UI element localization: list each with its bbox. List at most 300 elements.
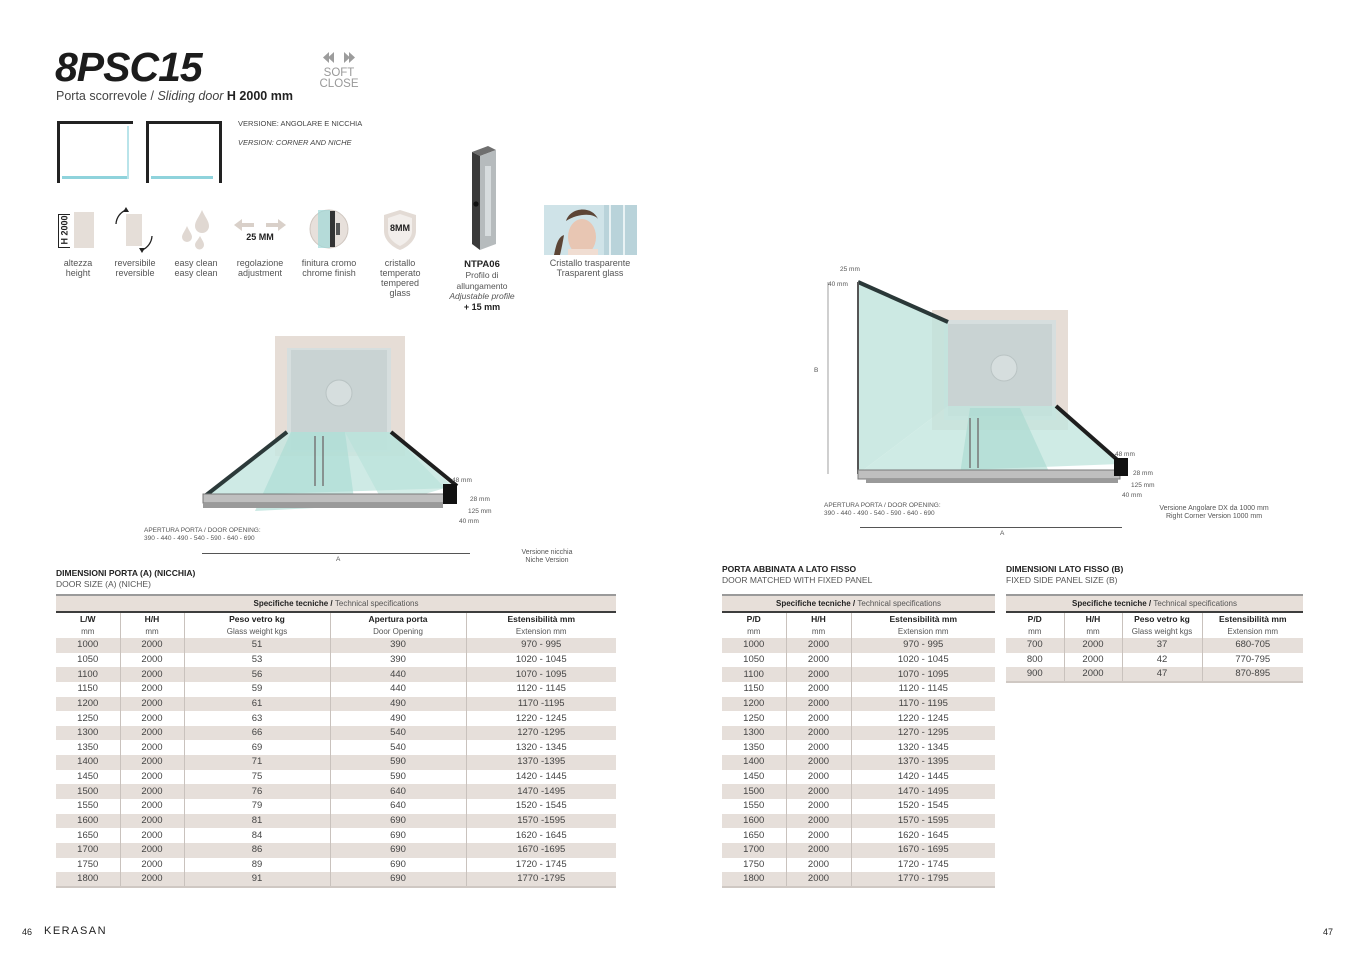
corner-dim-48: 48 mm [1115,451,1135,458]
page-number-right: 47 [1323,927,1334,937]
niche-dim-a: A [336,556,341,563]
table-cell: 2000 [1064,667,1122,682]
table-cell: 2000 [786,770,851,785]
ntpa-description [440,270,524,302]
column-header: Peso vetro kg [184,612,330,625]
table-row [1006,653,1303,668]
table-cell: 2000 [786,697,851,712]
table-row [722,638,995,653]
table-cell: 1250 [56,711,120,726]
table-row [1006,667,1303,682]
shield-icon-text: 8MM [390,223,410,233]
table-cell: 86 [184,843,330,858]
table-cell: 1050 [56,653,120,668]
table-cell: 1370 -1395 [466,755,616,770]
table-cell: 390 [330,638,466,653]
table-cell: 2000 [120,755,184,770]
table-cell: 1320 - 1345 [515,741,567,753]
column-header: H/H [1064,612,1122,625]
table-cell: 1070 - 1095 [851,667,995,682]
table-cell: 690 [330,828,466,843]
table-cell: 2000 [786,784,851,799]
table-cell: 1650 [722,828,786,843]
corner-dim-40: 40 mm [1122,492,1142,499]
ntpa-desc-it: Profilo di allungamento [456,270,508,291]
table-cell: 2000 [786,814,851,829]
table-cell: 1550 [56,799,120,814]
table-cell: 1150 [56,682,120,697]
height-icon-text: H 2000 [59,215,70,245]
table-cell: 970 - 995 [466,638,616,653]
table-cell: 76 [184,784,330,799]
corner-version-caption [1150,505,1278,521]
table-row [722,740,995,755]
table-cell: 2000 [786,638,851,653]
feature-chrome-finish-en: chrome finish [302,268,356,278]
column-header: Estensibilità mm [1218,614,1287,624]
table-cell: 79 [184,799,330,814]
table-row [722,682,995,697]
table-cell: 640 [330,784,466,799]
table-cell: 1400 [722,755,786,770]
feature-reversible-it: reversibile [114,258,156,268]
table-cell: 2000 [786,843,851,858]
column-subheader: Extension mm [515,627,567,636]
table-cell: 2000 [786,799,851,814]
version-label-it: VERSIONE: ANGOLARE E NICCHIA [238,119,363,128]
table-cell: 1420 - 1445 [897,771,949,783]
table-cell: 1570 - 1595 [851,814,995,829]
table-cell: 1450 [56,770,120,785]
table-row [56,799,616,814]
table-cell: 1500 [722,784,786,799]
table-cell: 1600 [56,814,120,829]
table-row [722,726,995,741]
niche-dim-40: 40 mm [459,518,479,525]
table-cell: 2000 [120,726,184,741]
table-cell: 1500 [56,784,120,799]
fixed-table-title: PORTA ABBINATA A LATO FISSO [722,564,857,574]
table-cell: 1520 - 1545 [515,800,567,812]
table-row [722,872,995,887]
table-row [722,755,995,770]
table-cell: 1120 - 1145 [898,683,948,695]
feature-easy-clean-it: easy clean [174,258,218,268]
table-cell: 1750 [722,858,786,873]
soft-close-arrows-icon [323,52,355,63]
product-subtitle [56,89,293,103]
subtitle-height: H 2000 mm [223,89,293,103]
column-subheader: Door Opening [330,625,466,638]
table-cell: 1520 - 1545 [897,800,949,812]
column-subheader: Extension mm [1227,627,1279,636]
feature-adjustment-it: regolazione [236,258,284,268]
table-row [722,784,995,799]
table-cell: 1000 [722,638,786,653]
table-band: Specifiche tecniche / Technical specifications [722,595,995,612]
column-subheader: mm [1006,625,1064,638]
table-cell: 1770 -1795 [466,872,616,887]
table-cell: 2000 [120,828,184,843]
table-cell: 2000 [786,828,851,843]
table-cell: 1250 [722,711,786,726]
feature-height-en: height [65,268,91,278]
table-band: Specifiche tecniche / Technical specifications [1006,595,1303,612]
corner-version-it: Versione Angolare DX da 1000 mm [1159,505,1269,512]
table-cell: 1620 - 1645 [515,829,567,841]
table-row [722,653,995,668]
table-row [56,858,616,873]
table-cell: 440 [330,682,466,697]
table-row [56,843,616,858]
table-row [722,799,995,814]
niche-version-it: Versione nicchia [521,549,573,556]
soft-close-line1: SOFT [323,67,355,79]
table-cell: 1470 - 1495 [851,784,995,799]
corner-opening-label: APERTURA PORTA / DOOR OPENING: [824,502,941,509]
table-cell: 1700 [56,843,120,858]
table-cell: 590 [330,770,466,785]
column-header: Apertura porta [330,612,466,625]
table-cell: 59 [184,682,330,697]
table-cell: 1720 - 1745 [515,858,567,870]
column-header: H/H [786,612,851,625]
corner-opening-values: 390 - 440 - 490 - 540 - 590 - 640 - 690 [824,510,935,517]
niche-version-drawing [195,336,495,526]
table-cell: 2000 [120,638,184,653]
table-cell: 1200 [56,697,120,712]
corner-version-en: Right Corner Version 1000 mm [1165,513,1263,520]
table-cell: 1350 [722,740,786,755]
column-subheader: mm [786,625,851,638]
table-cell: 69 [184,740,330,755]
table-cell: 61 [184,697,330,712]
table-row [722,667,995,682]
table-row [56,755,616,770]
corner-version-drawing [820,278,1140,498]
subtitle-it: Porta scorrevole / [56,89,158,103]
chrome-profile-icon [309,209,349,249]
table-cell: 390 [330,653,466,668]
table-cell: 89 [184,858,330,873]
table-row [722,828,995,843]
niche-dimension-a-line [202,553,470,554]
table-cell: 1300 [722,726,786,741]
ntpa-extension: + 15 mm [463,302,501,312]
column-header: Estensibilità mm [507,614,576,624]
table-cell: 1150 [722,682,786,697]
column-subheader: mm [722,625,786,638]
table-cell: 2000 [786,682,851,697]
product-code: 8PSC15 [55,44,202,90]
table-row [56,682,616,697]
table-cell: 2000 [120,667,184,682]
adjustment-icon-text: 25 MM [246,232,274,242]
corner-dim-28: 28 mm [1133,470,1153,477]
table-cell: 1320 - 1345 [897,741,949,753]
corner-dim-25: 25 mm [840,266,860,273]
niche-spec-table [56,594,616,888]
table-cell: 1270 -1295 [466,726,616,741]
table-cell: 1700 [722,843,786,858]
feature-adjustment [228,258,292,278]
table-cell: 2000 [786,726,851,741]
brand-logo: KERASAN [44,925,108,937]
table-cell: 2000 [120,858,184,873]
corner-dim-40-top: 40 mm [828,281,848,288]
table-cell: 42 [1122,653,1202,668]
table-cell: 970 - 995 [851,638,995,653]
feature-height-it: altezza [63,258,93,268]
table-cell: 1800 [56,872,120,887]
column-subheader: Glass weight kgs [184,625,330,638]
fixed-spec-table [722,594,995,888]
table-cell: 690 [330,872,466,887]
table-cell: 900 [1006,667,1064,682]
table-cell: 1170 -1195 [466,697,616,712]
column-header: Peso vetro kg [1122,612,1202,625]
table-cell: 1650 [56,828,120,843]
table-cell: 1450 [722,770,786,785]
profile-extension-icon [466,146,498,254]
niche-dim-28: 28 mm [470,496,490,503]
table-cell: 1670 -1695 [466,843,616,858]
column-header: Estensibilità mm [889,614,958,624]
table-cell: 2000 [120,770,184,785]
adjustment-arrows-icon [234,218,286,246]
feature-transparent-glass-it: Cristallo trasparente [549,258,631,268]
table-cell: 540 [330,726,466,741]
table-cell: 1750 [56,858,120,873]
table-cell: 2000 [786,653,851,668]
table-row [56,828,616,843]
side-table-subtitle: FIXED SIDE PANEL SIZE (B) [1006,575,1118,585]
table-cell: 1720 - 1745 [897,858,949,870]
niche-version-caption [519,549,575,565]
transparent-glass-photo-icon [544,205,637,255]
table-cell: 1620 - 1645 [897,829,949,841]
shield-icon [382,209,418,251]
table-cell: 690 [330,814,466,829]
table-cell: 1120 - 1145 [516,683,566,695]
table-row [56,726,616,741]
table-row [56,667,616,682]
table-cell: 1300 [56,726,120,741]
niche-opening-label: APERTURA PORTA / DOOR OPENING: [144,527,261,534]
table-cell: 66 [184,726,330,741]
side-spec-table [1006,594,1303,683]
table-cell: 1020 - 1045 [515,653,567,665]
subtitle-en: Sliding door [157,89,224,103]
corner-dim-b: B [814,367,819,374]
table-cell: 1350 [56,740,120,755]
table-cell: 1470 -1495 [466,784,616,799]
feature-reversible-en: reversible [115,268,155,278]
feature-transparent-glass-en: Trasparent glass [556,268,624,278]
table-cell: 1670 - 1695 [851,843,995,858]
table-row [722,711,995,726]
table-cell: 680-705 [1202,638,1303,653]
table-row [56,638,616,653]
table-row [722,770,995,785]
table-cell: 870-895 [1202,667,1303,682]
niche-version-thumbnail [146,121,222,183]
table-cell: 490 [330,711,466,726]
table-cell: 1170 - 1195 [851,697,995,712]
niche-dim-48: 48 mm [452,477,472,484]
table-cell: 2000 [786,740,851,755]
corner-dimension-a-line [860,527,1122,528]
column-subheader: mm [120,625,184,638]
table-row [56,784,616,799]
table-band: Specifiche tecniche / Technical specifications [56,595,616,612]
niche-table-title: DIMENSIONI PORTA (A) (NICCHIA) [56,568,196,578]
ntpa-desc-en: Adjustable profile [449,291,515,301]
corner-version-thumbnail [57,121,133,183]
table-row [722,814,995,829]
table-cell: 770-795 [1235,653,1271,665]
table-row [1006,638,1303,653]
table-cell: 1050 [722,653,786,668]
table-cell: 71 [184,755,330,770]
table-cell: 1600 [722,814,786,829]
niche-table-subtitle: DOOR SIZE (A) (NICHE) [56,579,151,589]
column-subheader: Glass weight kgs [1122,625,1202,638]
table-row [722,858,995,873]
table-cell: 800 [1006,653,1064,668]
table-cell: 91 [184,872,330,887]
column-header: P/D [722,612,786,625]
table-cell: 590 [330,755,466,770]
feature-chrome-finish [296,258,362,278]
table-row [56,770,616,785]
table-cell: 2000 [120,814,184,829]
table-cell: 1200 [722,697,786,712]
table-cell: 1420 - 1445 [515,771,567,783]
table-cell: 2000 [786,872,851,887]
table-cell: 2000 [786,755,851,770]
table-row [722,697,995,712]
table-cell: 1270 - 1295 [851,726,995,741]
soft-close-line2: CLOSE [319,78,359,90]
table-cell: 1800 [722,872,786,887]
table-cell: 2000 [120,799,184,814]
table-cell: 700 [1006,638,1064,653]
table-cell: 81 [184,814,330,829]
ntpa-code: NTPA06 [464,259,500,270]
feature-reversible [108,258,162,278]
table-cell: 1370 - 1395 [851,755,995,770]
reversible-icon [112,206,156,254]
table-cell: 1400 [56,755,120,770]
table-cell: 1570 -1595 [466,814,616,829]
table-cell: 2000 [120,740,184,755]
table-cell: 2000 [120,872,184,887]
column-subheader: mm [1064,625,1122,638]
soft-close-badge [316,50,362,90]
corner-dim-a: A [1000,530,1005,537]
niche-version-en: Niche Version [525,557,569,564]
table-cell: 37 [1122,638,1202,653]
table-row [56,697,616,712]
feature-tempered-glass [372,258,428,298]
table-cell: 2000 [120,682,184,697]
table-row [56,653,616,668]
table-cell: 2000 [1064,653,1122,668]
table-cell: 2000 [120,697,184,712]
table-cell: 2000 [786,667,851,682]
table-row [722,843,995,858]
table-cell: 1550 [722,799,786,814]
feature-easy-clean-en: easy clean [174,268,218,278]
column-header: P/D [1006,612,1064,625]
table-cell: 1070 - 1095 [466,667,616,682]
table-cell: 1770 - 1795 [851,872,995,887]
table-cell: 1220 - 1245 [897,712,949,724]
table-cell: 1020 - 1045 [897,653,949,665]
feature-adjustment-en: adjustment [237,268,283,278]
table-row [56,814,616,829]
column-subheader: mm [56,625,120,638]
table-cell: 56 [184,667,330,682]
corner-dim-125: 125 mm [1131,482,1155,489]
feature-chrome-finish-it: finitura cromo [301,258,357,268]
table-cell: 2000 [120,711,184,726]
niche-dim-125: 125 mm [468,508,492,515]
table-cell: 2000 [120,653,184,668]
table-cell: 690 [330,858,466,873]
table-cell: 51 [184,638,330,653]
height-icon [58,210,96,250]
version-label-en: VERSION: CORNER AND NICHE [238,138,352,147]
column-header: H/H [120,612,184,625]
table-cell: 2000 [1064,638,1122,653]
table-cell: 2000 [786,858,851,873]
page-number-left: 46 [22,927,33,937]
water-drops-icon [178,208,214,250]
table-row [56,711,616,726]
table-cell: 75 [184,770,330,785]
table-cell: 640 [330,799,466,814]
niche-opening-values: 390 - 440 - 490 - 540 - 590 - 640 - 690 [144,535,255,542]
table-cell: 440 [330,667,466,682]
table-row [56,740,616,755]
table-cell: 1100 [56,667,120,682]
column-header: L/W [56,612,120,625]
fixed-table-subtitle: DOOR MATCHED WITH FIXED PANEL [722,575,873,585]
table-cell: 53 [184,653,330,668]
feature-height [52,258,104,278]
table-row [56,872,616,887]
table-cell: 47 [1122,667,1202,682]
side-table-title: DIMENSIONI LATO FISSO (B) [1006,564,1124,574]
table-cell: 2000 [786,711,851,726]
feature-tempered-glass-en: tempered glass [380,278,420,298]
table-cell: 2000 [120,784,184,799]
table-cell: 2000 [120,843,184,858]
table-cell: 1220 - 1245 [515,712,567,724]
table-cell: 63 [184,711,330,726]
table-cell: 1000 [56,638,120,653]
column-subheader: Extension mm [897,627,949,636]
feature-easy-clean [168,258,224,278]
table-cell: 84 [184,828,330,843]
table-cell: 540 [330,740,466,755]
table-cell: 690 [330,843,466,858]
feature-tempered-glass-it: cristallo temperato [380,258,421,278]
table-cell: 490 [330,697,466,712]
feature-transparent-glass [540,258,640,278]
